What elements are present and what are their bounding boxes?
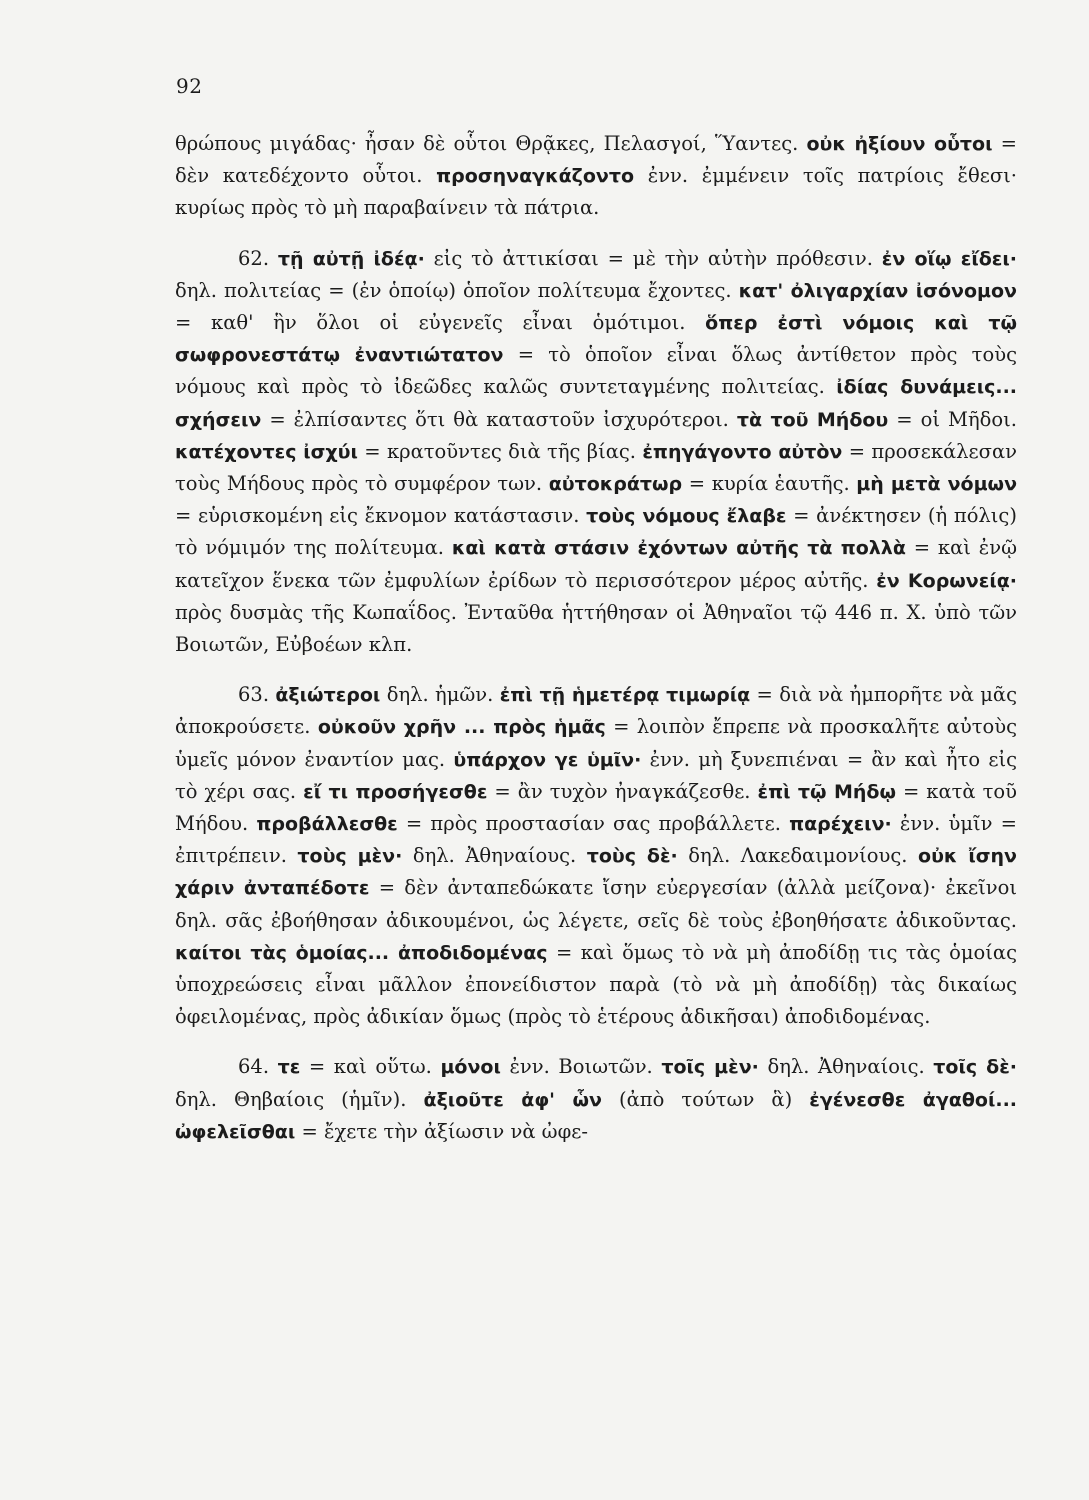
gloss: δηλ. Θηβαίοις (ἡμῖν). xyxy=(175,1087,424,1111)
gloss: = λοιπὸν ἔπρεπε νὰ προσκαλῆτε αὐτοὺς ὑμεῖς μόνον ἐναντίον μας. xyxy=(175,715,1018,771)
gloss: δηλ. Λακεδαιμονίους. xyxy=(677,844,919,868)
lemma: τοῖς μὲν· xyxy=(661,1056,759,1079)
lemma: ἐπὶ τῷ Μήδῳ xyxy=(757,780,896,803)
lemma: ἐπὶ τῇ ἡμετέρᾳ τιμωρίᾳ xyxy=(499,684,751,707)
gloss: = πρὸς προστασίαν σας προβάλλετε. xyxy=(397,812,790,836)
lemma: τῇ αὐτῇ ἰδέᾳ· xyxy=(277,247,425,270)
gloss: = καὶ ὅμως τὸ νὰ μὴ ἀποδίδῃ τις τὰς ὁμοίας ὑποχρεώσεις εἶναι μᾶλλον ἐπονείδιστον παρὰ (τὸ νὰ μὴ ἀποδίδῃ) τὰς δικαίως ὀφειλομένας, πρὸς ἀδικίαν ὅμως (πρὸς τὸ ἑτέρους ἀδικῆσαι) ἀποδιδομένας. xyxy=(175,940,1018,1029)
lemma: προβάλλεσθε xyxy=(256,813,398,836)
gloss: = καθ' ἣν ὅλοι οἱ εὐγενεῖς εἶναι ὁμότιμοι. xyxy=(175,311,706,335)
gloss: = δὲν ἀνταπεδώκατε ἴσην εὐεργεσίαν (ἀλλὰ μείζονα)· ἐκεῖνοι δηλ. σᾶς ἐβοήθησαν ἀδικουμένοι, ὡς λέγετε, σεῖς δὲ τοὺς ἐβοηθήσατε ἀδικοῦντας. xyxy=(175,876,1017,932)
lemma: μὴ μετὰ νόμων xyxy=(856,473,1018,496)
lemma: οὐκοῦν χρῆν ... πρὸς ἡμᾶς xyxy=(317,716,606,739)
gloss: = προσεκάλεσαν τοὺς Μήδους πρὸς τὸ συμφέρον των. xyxy=(175,439,1017,496)
gloss: θρώπους μιγάδας· ἦσαν δὲ οὗτοι Θρᾷκες, Πελασγοί, Ὕαντες. xyxy=(175,132,807,155)
gloss: δηλ. Ἀθηναίοις. xyxy=(758,1055,934,1079)
gloss: εἰς τὸ ἀττικίσαι = μὲ τὴν αὐτὴν πρόθεσιν. xyxy=(424,246,882,270)
lemma: τοὺς νόμους ἔλαβε xyxy=(586,505,787,528)
gloss: πρὸς δυσμὰς τῆς Κωπαΐδος. Ἐνταῦθα ἡττήθησαν οἱ Ἀθηναῖοι τῷ 446 π. Χ. ὑπὸ τῶν Βοιωτῶν, Εὐβοέων κλπ. xyxy=(175,600,1017,657)
gloss: = κρατοῦντες διὰ τῆς βίας. xyxy=(357,439,643,463)
paragraph-p0 xyxy=(175,128,1017,225)
gloss: δηλ. πολιτείας = (ἐν ὁποίῳ) ὁποῖον πολίτευμα ἔχοντες. xyxy=(175,278,739,302)
lemma: τοῖς δὲ· xyxy=(933,1056,1017,1079)
gloss: δηλ. ἡμῶν. xyxy=(380,683,500,707)
gloss: = κατὰ τοῦ Μήδου. xyxy=(175,779,1017,836)
paragraph-p64 xyxy=(175,1051,1017,1148)
gloss: 63. xyxy=(238,683,276,707)
lemma: παρέχειν· xyxy=(789,813,892,836)
lemma: οὐκ ἴσην χάριν ἀνταπέδοτε xyxy=(175,845,1017,900)
lemma: ὑπάρχον γε ὑμῖν· xyxy=(453,748,642,771)
gloss: = ἂν τυχὸν ἠναγκάζεσθε. xyxy=(487,779,758,803)
gloss: = τὸ ὁποῖον εἶναι ὅλως ἀντίθετον πρὸς τοὺς νόμους καὶ πρὸς τὸ ἰδεῶδες καλῶς συντεταγμένης πολιτείας. xyxy=(175,343,1017,399)
gloss: ἐνν. ὑμῖν = ἐπιτρέπειν. xyxy=(175,812,1017,868)
lemma: κατ' ὀλιγαρχίαν ἰσόνομον xyxy=(738,279,1017,302)
lemma: τοὺς μὲν· xyxy=(297,845,403,868)
gloss: 62. xyxy=(238,246,278,270)
lemma: καὶ κατὰ στάσιν ἐχόντων αὐτῆς τὰ πολλὰ xyxy=(451,537,906,560)
gloss: = ἀνέκτησεν (ἡ πόλις) τὸ νόμιμόν της πολίτευμα. xyxy=(175,504,1017,560)
lemma: τε xyxy=(277,1056,301,1079)
lemma: ἐγένεσθε ἀγαθοί... ὠφελεῖσθαι xyxy=(175,1088,1017,1143)
gloss: ἐνν. Βοιωτῶν. xyxy=(500,1055,662,1079)
gloss: = ἐλπίσαντες ὅτι θὰ καταστοῦν ἰσχυρότεροι. xyxy=(261,407,737,431)
paragraph-p62 xyxy=(175,243,1017,662)
lemma: οὐκ ἠξίουν οὗτοι xyxy=(806,133,993,155)
lemma: ἐν οἵῳ εἴδει· xyxy=(881,247,1017,270)
lemma: τοὺς δὲ· xyxy=(586,845,678,868)
gloss: ἐνν. μὴ ξυνεπιέναι = ἂν καὶ ἦτο εἰς τὸ χέρι σας. xyxy=(175,747,1018,803)
gloss: = διὰ νὰ ἠμπορῆτε νὰ μᾶς ἀποκρούσετε. xyxy=(175,683,1017,739)
gloss: = ἔχετε τὴν ἀξίωσιν νὰ ὠφε- xyxy=(295,1119,588,1143)
gloss: = καὶ ἐνῷ κατεῖχον ἕνεκα τῶν ἐμφυλίων ἐρίδων τὸ περισσότερον μέρος αὐτῆς. xyxy=(175,536,1017,592)
lemma: ἀξιώτεροι xyxy=(275,684,381,707)
lemma: καίτοι τὰς ὁμοίας... ἀποδιδομένας xyxy=(175,941,548,964)
paragraph-p63 xyxy=(175,679,1017,1033)
gloss: = κυρία ἑαυτῆς. xyxy=(682,472,857,496)
lemma: αὐτοκράτωρ xyxy=(548,473,683,496)
page-number: 92 xyxy=(176,74,203,98)
gloss: = οἱ Μῆδοι. xyxy=(888,407,1018,431)
gloss: = δὲν κατεδέχοντο οὗτοι. xyxy=(175,132,1018,188)
lemma: ἐν Κορωνείᾳ· xyxy=(876,569,1018,592)
lemma: ἀξιοῦτε ἀφ' ὧν xyxy=(423,1088,602,1111)
gloss: = εὑρισκομένη εἰς ἔκνομον κατάστασιν. xyxy=(175,504,587,528)
lemma: ἰδίας δυνάμεις... σχήσειν xyxy=(175,376,1018,431)
lemma: κατέχοντες ἰσχύι xyxy=(175,440,358,463)
lemma: ὅπερ ἐστὶ νόμοις καὶ τῷ σωφρονεστάτῳ ἐναντιώτατον xyxy=(175,312,1017,367)
gloss: 64. xyxy=(238,1055,278,1079)
lemma: εἴ τι προσήγεσθε xyxy=(303,780,488,803)
commentary-text xyxy=(175,128,1017,1148)
gloss: δηλ. Ἀθηναίους. xyxy=(402,844,587,868)
lemma: ἐπηγάγοντο αὐτὸν xyxy=(642,440,843,463)
gloss: ἐνν. ἐμμένειν τοῖς πατρίοις ἔθεσι· κυρίως πρὸς τὸ μὴ παραβαίνειν τὰ πάτρια. xyxy=(175,164,1017,220)
lemma: προσηναγκάζοντο xyxy=(436,165,635,188)
gloss: = καὶ οὕτω. xyxy=(300,1055,441,1079)
gloss: (ἀπὸ τούτων ἃ) xyxy=(601,1087,810,1111)
lemma: τὰ τοῦ Μήδου xyxy=(736,408,889,431)
lemma: μόνοι xyxy=(440,1056,501,1079)
